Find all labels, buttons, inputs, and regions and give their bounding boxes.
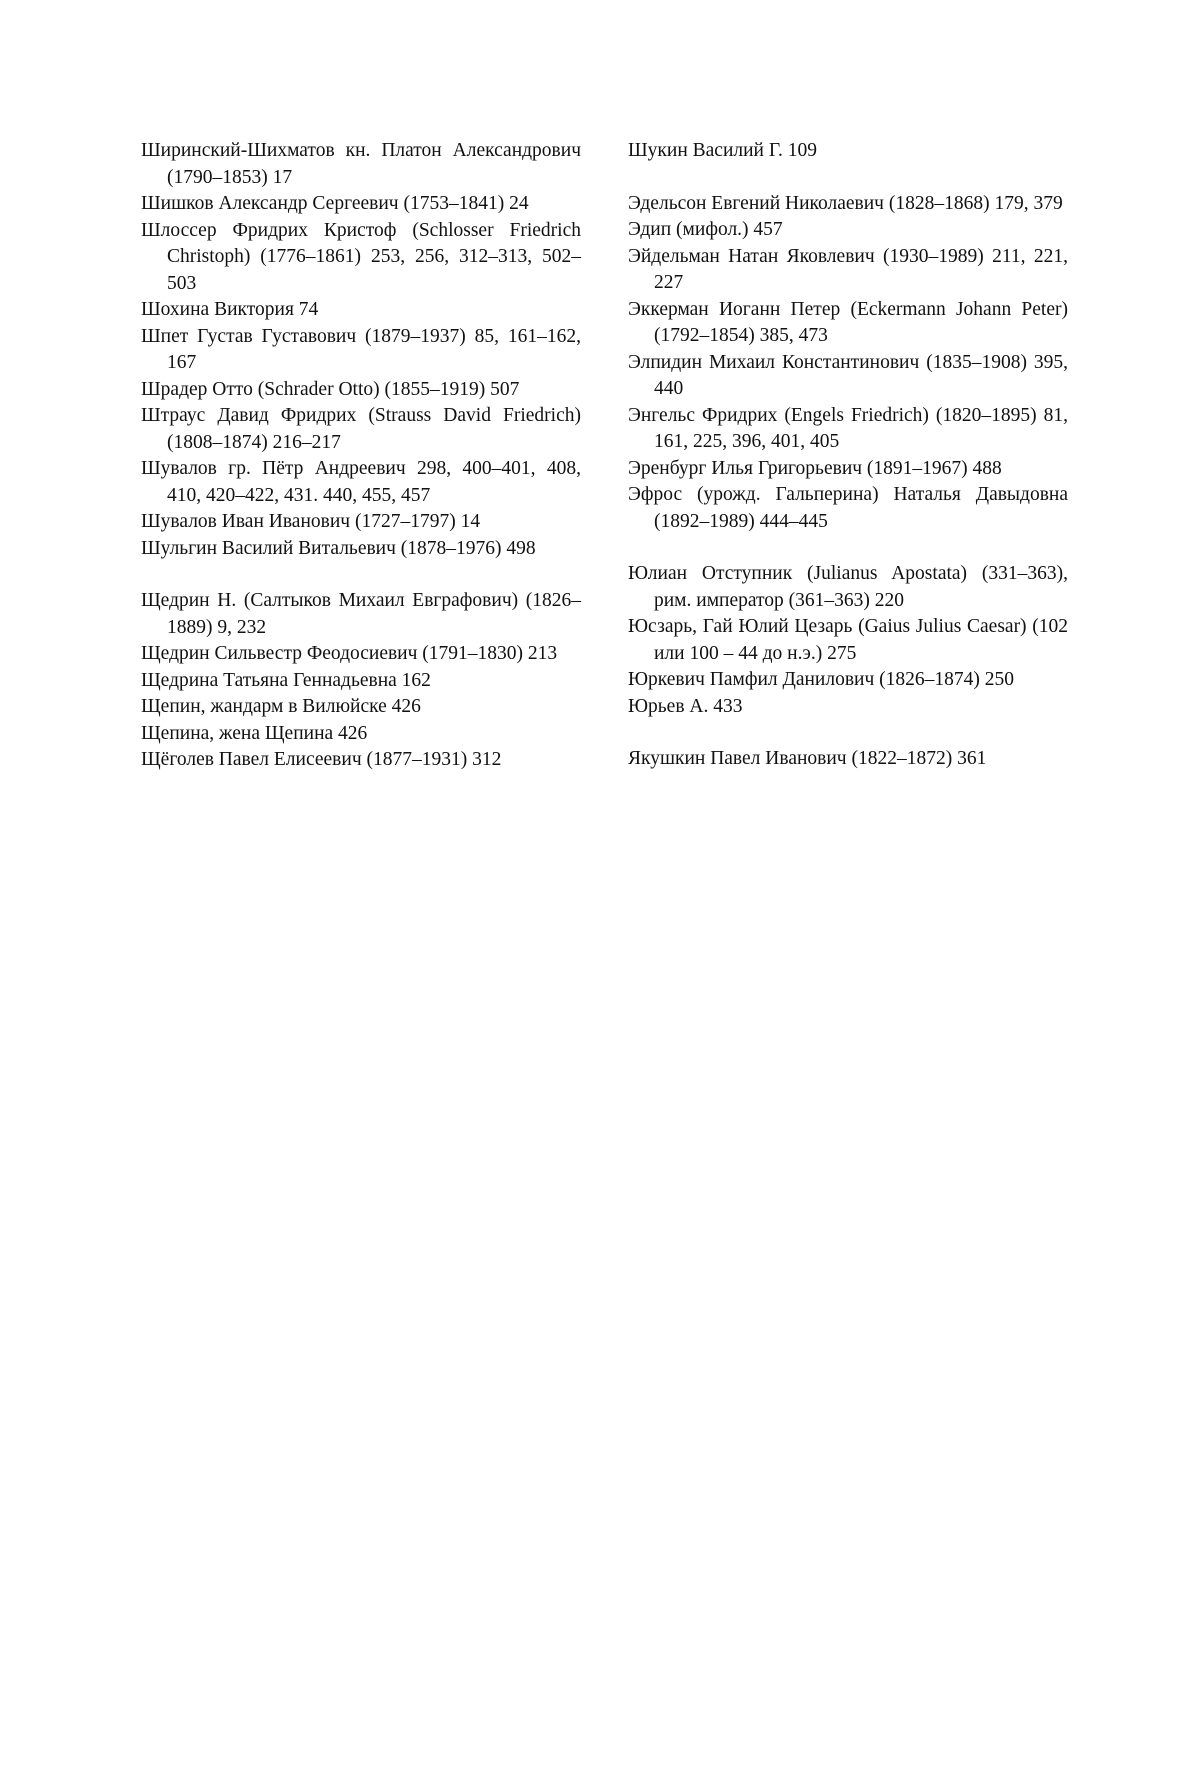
index-entry: Элпидин Михаил Константинович (1835–1908) 395, 440 [628,351,1068,399]
index-entry: Эренбург Илья Григорьевич (1891–1967) 488 [628,457,1002,479]
index-entry: Щедрин Н. (Салтыков Михаил Евграфович) (1826–1889) 9, 232 [141,590,581,638]
index-entry: Ширинский-Шихматов кн. Платон Александрович (1790–1853) 17 [141,140,581,188]
section-gap [628,535,1068,561]
index-entry: Шишков Александр Сергеевич (1753–1841) 24 [141,193,529,214]
index-entry: Юсзарь, Гай Юлий Цезарь (Gaius Julius Caesar) (102 или 100 – 44 до н.э.) 275 [628,616,1068,664]
index-entry: Эдип (мифол.) 457 [628,219,783,240]
index-entry: Эфрос (урожд. Гальперина) Наталья Давыдовна (1892–1989) 444–445 [628,484,1068,532]
index-entry: Щёголев Павел Елисеевич (1877–1931) 312 [141,749,502,770]
index-entry: Шувалов Иван Иванович (1727–1797) 14 [141,511,481,532]
index-entry: Шульгин Василий Витальевич (1878–1976) 498 [141,537,536,559]
index-entry: Шрадер Отто (Schrader Otto) (1855–1919) 507 [141,378,520,400]
index-entry: Эдельсон Евгений Николаевич (1828–1868) 179, 379 [628,192,1063,214]
index-entry: Шохина Виктория 74 [141,299,319,320]
index-entry: Щепин, жандарм в Вилюйске 426 [141,696,421,717]
index-entry: Юлиан Отступник (Julianus Apostata) (331–363), рим. император (361–363) 220 [628,563,1068,611]
index-entry: Якушкин Павел Иванович (1822–1872) 361 [628,748,987,769]
index-entry: Шукин Василий Г. 109 [628,140,817,161]
index-entry: Эккерман Иоганн Петер (Eckermann Johann Peter) (1792–1854) 385, 473 [628,298,1068,346]
index-entry: Эйдельман Натан Яковлевич (1930–1989) 211, 221, 227 [628,245,1068,293]
index-entry: Щедрина Татьяна Геннадьевна 162 [141,669,431,691]
index-entry: Щепина, жена Щепина 426 [141,722,368,744]
index-entry: Юрьев А. 433 [628,695,743,717]
index-entry: Штраус Давид Фридрих (Strauss David Friedrich) (1808–1874) 216–217 [141,405,581,453]
section-gap [141,562,581,588]
index-entry: Юркевич Памфил Данилович (1826–1874) 250 [628,669,1015,690]
index-column-left [141,138,581,774]
index-entry: Шувалов гр. Пётр Андреевич 298, 400–401, 408, 410, 420–422, 431. 440, 455, 457 [141,458,581,506]
index-column-right [628,138,1068,773]
index-entry: Шпет Густав Густавович (1879–1937) 85, 161–162, 167 [141,325,581,373]
index-entry: Щедрин Сильвестр Феодосиевич (1791–1830) 213 [141,643,558,664]
section-gap [628,165,1068,191]
index-entry: Энгельс Фридрих (Engels Friedrich) (1820–1895) 81, 161, 225, 396, 401, 405 [628,404,1068,452]
index-entry: Шлоссер Фридрих Кристоф (Schlosser Friedrich Christoph) (1776–1861) 253, 256, 312–313, 502–503 [141,219,581,294]
section-gap [628,720,1068,746]
